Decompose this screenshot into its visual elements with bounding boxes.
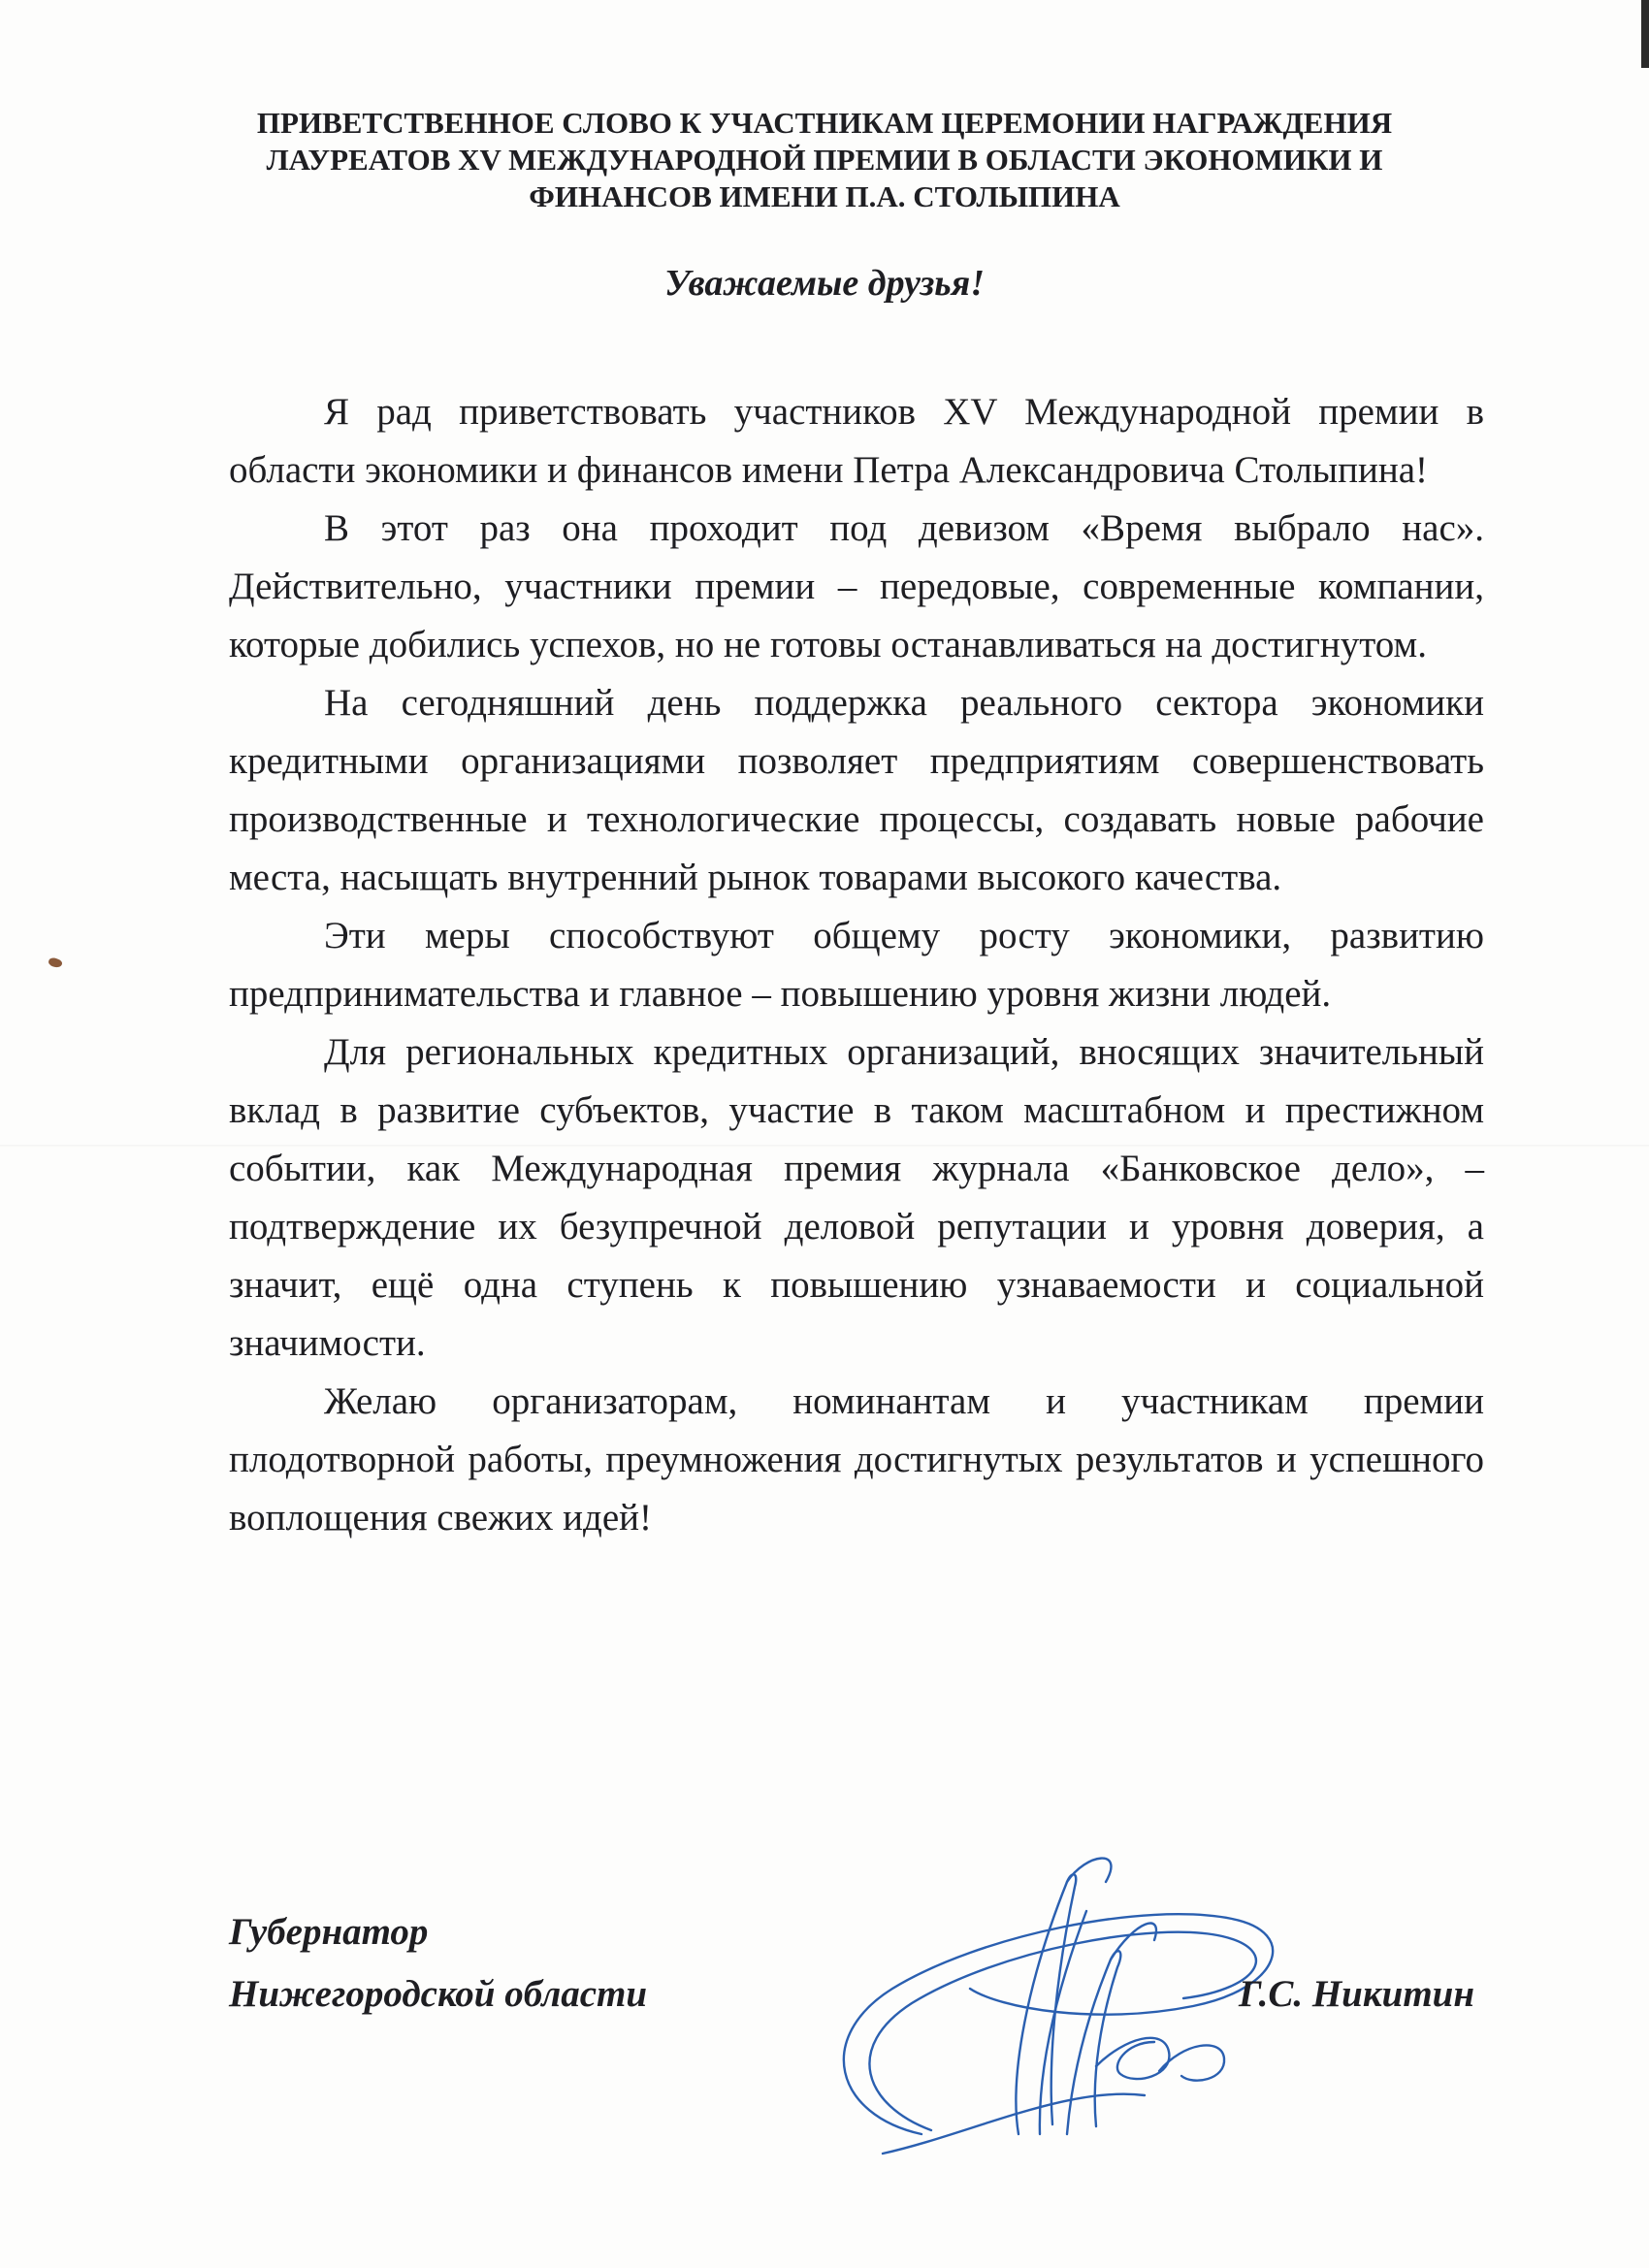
scan-edge-shadow [1641, 0, 1649, 68]
paragraph-5: Для региональных кредитных организаций, вносящих значительный вклад в развитие субъектов, участие в таком масштабном и престижном событии, как Международная премия журнала «Банковское дело», – подтверждение их безупречной деловой репутации и уровня доверия, а значит, ещё одна ступень к повышению узнаваемости и социальной значимости. [229, 1031, 1484, 1364]
title-line-3: ФИНАНСОВ ИМЕНИ П.А. СТОЛЫПИНА [529, 179, 1120, 213]
document-title [165, 105, 1484, 215]
paragraph-1: Я рад приветствовать участников XV Международной премии в области экономики и финансов имени Петра Александровича Столыпина! [229, 391, 1484, 491]
paragraph-6: Желаю организаторам, номинантам и участникам премии плодотворной работы, преумножения достигнутых результатов и успешного воплощения свежих идей! [229, 1380, 1484, 1539]
paper-stain [48, 956, 63, 969]
title-line-1: ПРИВЕТСТВЕННОЕ СЛОВО К УЧАСТНИКАМ ЦЕРЕМОНИИ НАГРАЖДЕНИЯ [256, 106, 1393, 140]
paragraph-3: На сегодняшний день поддержка реального сектора экономики кредитными организациями позволяет предприятиям совершенствовать производственные и технологические процессы, создавать новые рабочие места, насыщать внутренний рынок товарами высокого качества. [229, 682, 1484, 898]
signatory-name: Г.С. Никитин [1238, 1973, 1474, 2015]
signatory-title [229, 1901, 647, 2025]
paragraph-2: В этот раз она проходит под девизом «Время выбрало нас». Действительно, участники премии – передовые, современные компании, которые добились успехов, но не готовы останавливаться на достигнутом. [229, 507, 1484, 665]
paragraph-4: Эти меры способствуют общему росту экономики, развитию предпринимательства и главное – повышению уровня жизни людей. [229, 915, 1484, 1015]
signatory-role-line-1: Губернатор [229, 1911, 429, 1953]
letter-body [229, 383, 1484, 1547]
title-line-2: ЛАУРЕАТОВ XV МЕЖДУНАРОДНОЙ ПРЕМИИ В ОБЛАСТИ ЭКОНОМИКИ И [266, 143, 1383, 177]
signatory-role-line-2: Нижегородской области [229, 1973, 648, 2015]
greeting: Уважаемые друзья! [663, 263, 985, 304]
